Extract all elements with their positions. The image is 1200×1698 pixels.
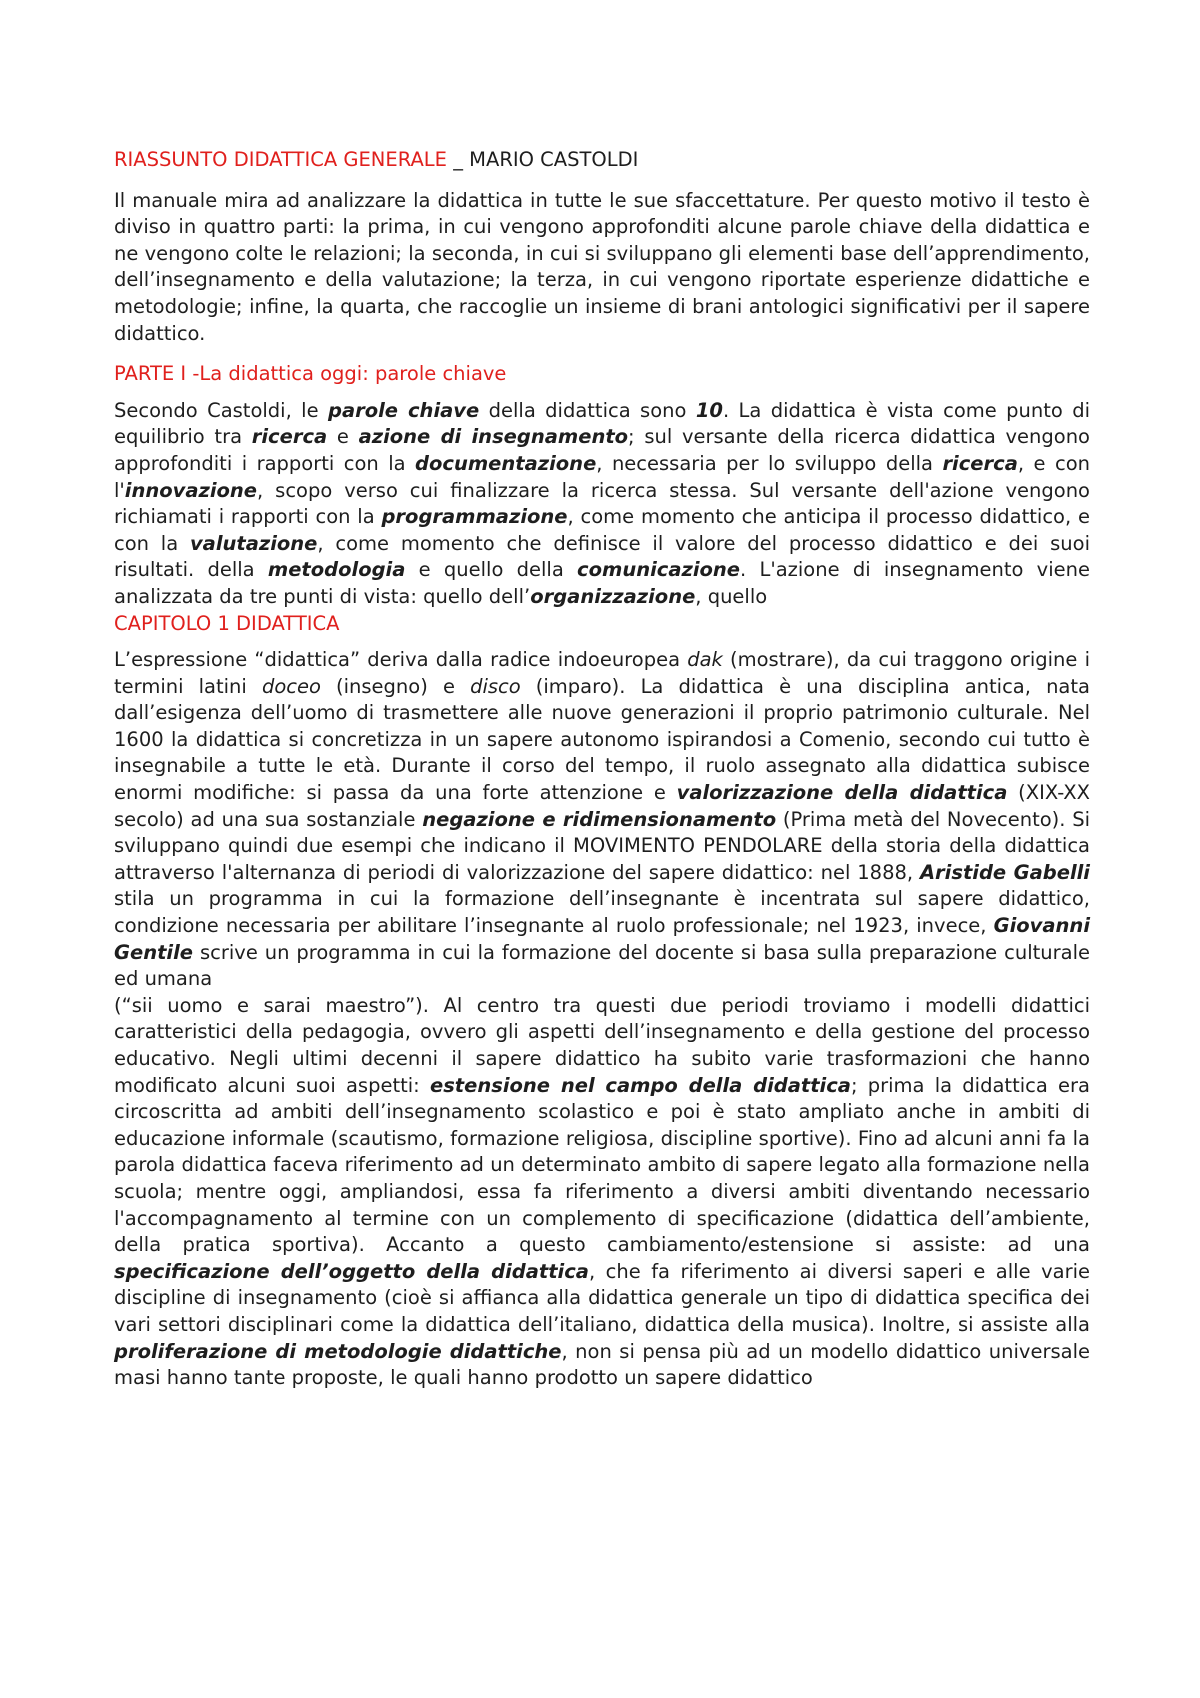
text-run: e quello della bbox=[405, 558, 578, 582]
keyword: 10 bbox=[695, 398, 723, 422]
text-run: , che fa riferimento ai diversi saperi e alle varie discipline di insegnamento (cioè si affianca alla didattica generale un tipo di didattica specifica dei vari settori disciplinari come la didattica dell’italiano, didattica della musica). Inoltre, si assiste alla bbox=[114, 1259, 1090, 1336]
keyword: valutazione bbox=[189, 531, 318, 555]
document-title bbox=[114, 147, 1090, 174]
keyword: Giovanni Gentile bbox=[114, 914, 1090, 964]
latin-term: dak bbox=[687, 648, 723, 672]
chapter1-paragraph-2 bbox=[114, 993, 1090, 1392]
keyword: organizzazione bbox=[530, 584, 696, 608]
keyword: proliferazione di metodologie didattiche bbox=[114, 1339, 562, 1363]
chapter1-paragraph bbox=[114, 647, 1090, 993]
text-run: ; sul versante della ricerca didattica vengono approfonditi i rapporti con la bbox=[114, 425, 1090, 475]
chapter1-heading: CAPITOLO 1 DIDATTICA bbox=[114, 611, 340, 635]
text-run: . L'azione di insegnamento viene analizzata da tre punti di vista: quello dell’ bbox=[114, 558, 1090, 608]
keyword: innovazione bbox=[124, 478, 258, 502]
text-run: stila un programma in cui la formazione dell’insegnante è incentrata sul sapere didattico, condizione necessaria per abilitare l’insegnante al ruolo professionale; nel 1923, invece, bbox=[114, 887, 1090, 938]
keyword: azione di insegnamento bbox=[358, 425, 629, 449]
text-run: ; prima la didattica era circoscritta ad ambiti dell’insegnamento scolastico e poi è stato ampliato anche in ambiti di educazione informale (scautismo, formazione religiosa, discipline sportive). Fino ad alcuni anni fa la parola didattica faceva riferimento ad un determinato ambito di sapere legato alla formazione nella scuola; mentre oggi, ampliandosi, essa fa riferimento a diversi ambiti diventando necessario l'accompagnamento al termine con un complemento di specificazione (didattica dell’ambiente, della pratica sportiva). Accanto a questo cambiamento/estensione si assiste: ad una bbox=[114, 1073, 1090, 1257]
intro-paragraph: Il manuale mira ad analizzare la didattica in tutte le sue sfaccettature. Per questo motivo il testo è diviso in quattro parti: la prima, in cui vengono approfonditi alcune parole chiave della didattica e ne vengono colte le relazioni; la seconda, in cui si sviluppano gli elementi base dell’apprendimento, dell’insegnamento e della valutazione; la terza, in cui vengono riportate esperienze didattiche e metodologie; infine, la quarta, che raccoglie un insieme di brani antologici significativi per il sapere didattico. bbox=[114, 188, 1090, 345]
text-run: (“sii uomo e sarai maestro”). Al centro tra questi due periodi troviamo i modelli didattici caratteristici della pedagogia, ovvero gli aspetti dell’insegnamento e della gestione del processo educativo. Negli ultimi decenni il sapere didattico ha subito varie trasformazioni che hanno modificato alcuni suoi aspetti: bbox=[114, 993, 1090, 1097]
text-run: , e con l' bbox=[114, 451, 1090, 502]
part1-heading: PARTE I -La didattica oggi: parole chiave bbox=[114, 362, 507, 386]
text-run: (imparo). La didattica è una disciplina antica, nata dall’esigenza dell’uomo di trasmettere alle nuove generazioni il proprio patrimonio culturale. Nel 1600 la didattica si concretizza in un sapere autonomo ispirandosi a Comenio, secondo cui tutto è insegnabile a tutte le età. Durante il corso del tempo, il ruolo assegnato alla didattica subisce enormi modifiche: si passa da una forte attenzione e bbox=[114, 674, 1090, 805]
keyword: comunicazione bbox=[577, 558, 741, 582]
keyword: ricerca bbox=[251, 425, 328, 449]
keyword: Aristide Gabelli bbox=[919, 860, 1090, 884]
keyword: estensione nel campo della didattica bbox=[429, 1073, 851, 1097]
title-author: MARIO CASTOLDI bbox=[469, 148, 639, 171]
keyword: ricerca bbox=[942, 451, 1018, 475]
keyword: documentazione bbox=[415, 451, 597, 475]
keyword: valorizzazione della didattica bbox=[676, 781, 1008, 805]
text-run: Secondo Castoldi, le bbox=[114, 398, 328, 422]
text-run: , scopo verso cui finalizzare la ricerca stessa. Sul versante dell'azione vengono richiamati i rapporti con la bbox=[114, 478, 1090, 529]
title-separator: _ bbox=[453, 148, 463, 171]
text-run: , necessaria per lo sviluppo della bbox=[596, 451, 943, 475]
text-run: , come momento che anticipa il processo didattico, e con la bbox=[114, 505, 1090, 555]
text-run: (mostrare), da cui traggono origine i termini latini bbox=[114, 648, 1090, 698]
text-run: scrive un programma in cui la formazione del docente si basa sulla preparazione culturale ed umana bbox=[114, 940, 1090, 991]
text-run: (XIX-XX secolo) ad una sua sostanziale bbox=[114, 781, 1090, 831]
text-run: e bbox=[327, 425, 359, 449]
keyword: negazione e ridimensionamento bbox=[422, 807, 777, 831]
latin-term: disco bbox=[470, 674, 521, 698]
keyword: specificazione dell’oggetto della didattica bbox=[114, 1259, 589, 1283]
keyword: metodologia bbox=[267, 558, 406, 582]
text-run: (Prima metà del Novecento). Si sviluppano quindi due esempi che indicano il MOVIMENTO PENDOLARE della storia della didattica attraverso l'alternanza di periodi di valorizzazione del sapere didattico: nel 1888, bbox=[114, 807, 1090, 884]
text-run: , quello bbox=[695, 584, 768, 608]
part1-paragraph bbox=[114, 398, 1090, 611]
text-run: L’espressione “didattica” deriva dalla radice indoeuropea bbox=[114, 648, 688, 672]
text-run: della didattica sono bbox=[479, 398, 696, 422]
latin-term: doceo bbox=[261, 674, 321, 698]
title-text: RIASSUNTO DIDATTICA GENERALE bbox=[114, 148, 447, 171]
text-run: , non si pensa più ad un modello didattico universale masi hanno tante proposte, le quali hanno prodotto un sapere didattico bbox=[114, 1339, 1090, 1390]
text-run: (insegno) e bbox=[320, 674, 471, 698]
keyword: programmazione bbox=[381, 505, 568, 529]
text-run: . La didattica è vista come punto di equilibrio tra bbox=[114, 398, 1090, 449]
keyword: parole chiave bbox=[327, 398, 480, 422]
text-run: , come momento che definisce il valore del processo didattico e dei suoi risultati. della bbox=[114, 531, 1090, 582]
